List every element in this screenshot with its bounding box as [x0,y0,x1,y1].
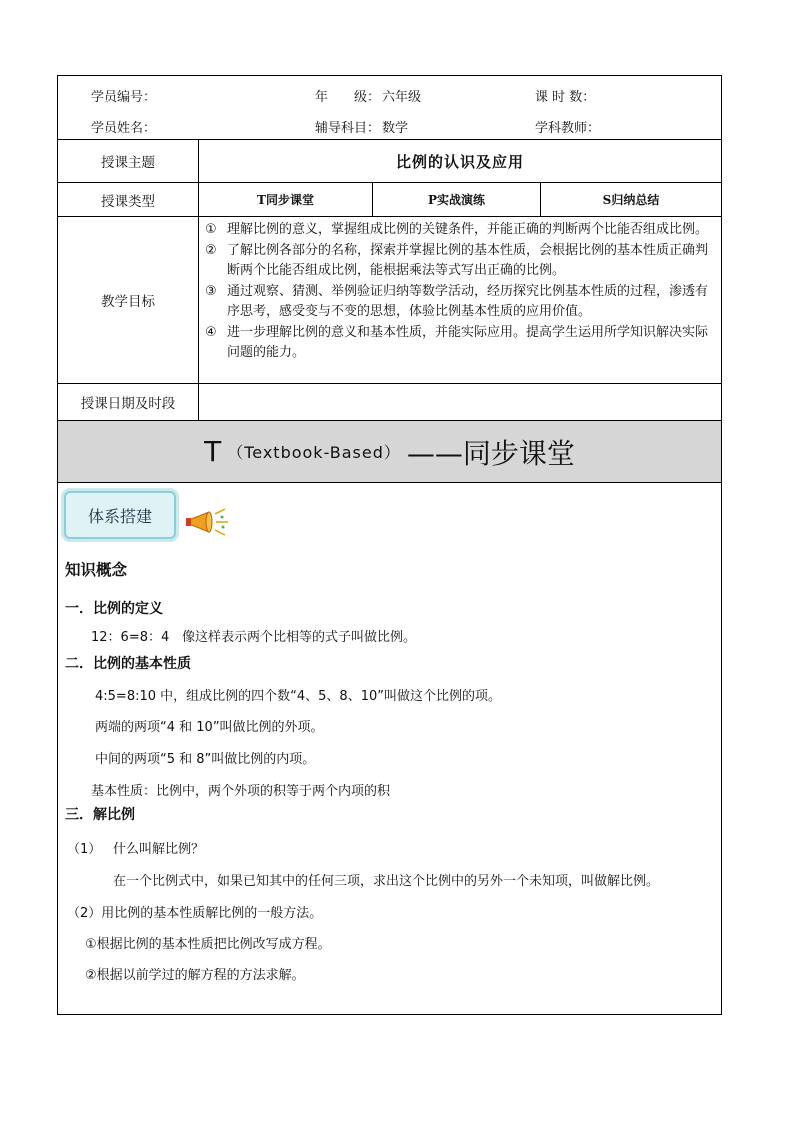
goal-item [205,282,715,323]
subject-label: 辅导科目： [315,121,381,136]
type-option-s: S归纳总结 [602,193,660,207]
section1-example: 12：6=8：4 [91,630,170,645]
question2-text: （2）用比例的基本性质解比例的一般方法。 [67,906,323,921]
goal-text: 理解比例的意义，掌握组成比例的关键条件，并能正确的判断两个比能否组成比例。 [227,222,709,237]
goals-row [58,217,721,384]
goals-list [199,217,721,383]
megaphone-icon [185,506,231,536]
question1-number: （1） [67,842,102,857]
concepts-title: 知识概念 [65,561,128,579]
student-name-label: 学员姓名： [91,121,157,136]
section1-title: 一．比例的定义 [65,601,163,617]
system-build-tag: 体系搭建 [64,491,176,539]
hours-label: 课 时 数： [535,90,596,105]
lesson-sheet [57,75,722,1015]
section3-title: 三．解比例 [65,807,135,823]
goal-number: ② [205,242,217,258]
goal-number: ① [205,222,217,237]
grade-value: 六年级 [382,90,422,105]
section2-line: 中间的两项“5 和 8”叫做比例的内项。 [95,752,316,767]
goal-item [205,220,715,241]
goal-text: 了解比例各部分的名称，探索并掌握比例的基本性质，会根据比例的基本性质正确判断两个比能否组成比例，能根据乘法等式写出正确的比例。 [227,242,709,278]
goal-text: 进一步理解比例的意义和基本性质，并能实际应用。提高学生运用所学知识解决实际问题的能力。 [227,324,709,360]
date-label: 授课日期及时段 [58,384,199,420]
banner-letter: T [204,435,222,468]
section2-line: 两端的两项“4 和 10”叫做比例的外项。 [95,720,324,735]
topic-row [58,140,721,183]
type-option-p: P实战演练 [373,183,541,216]
section2-title: 二．比例的基本性质 [65,656,191,672]
subject-value: 数学 [382,121,409,136]
goals-label: 教学目标 [58,217,199,383]
student-no-label: 学员编号： [91,90,157,105]
section2-line: 4:5=8:10 中，组成比例的四个数“4、5、8、10”叫做这个比例的项。 [95,689,501,704]
question1-text: 什么叫解比例？ [113,842,205,857]
banner-subtitle: （Textbook-Based） [227,443,401,462]
type-row [58,183,721,217]
goal-item [205,323,715,364]
student-info [58,76,721,140]
type-option-t: T同步课堂 [199,183,373,216]
goal-item [205,241,715,282]
question1-answer: 在一个比例式中，如果已知其中的任何三项，求出这个比例中的另外一个未知项，叫做解比例。 [113,874,660,889]
date-value [199,384,721,420]
topic-label: 授课主题 [58,140,199,182]
date-row [58,384,721,421]
section-banner [58,421,721,483]
goal-number: ③ [205,283,217,299]
banner-title: ——同步课堂 [406,436,575,470]
method-step: ①根据比例的基本性质把比例改写成方程。 [85,937,331,952]
type-label: 授课类型 [58,183,199,216]
teacher-label: 学科教师： [535,121,601,136]
topic-title: 比例的认识及应用 [395,152,524,171]
grade-label: 年 级： [315,90,381,105]
goal-text: 通过观察、猜测、举例验证归纳等数学活动，经历探究比例基本性质的过程，渗透有序思考，感受变与不变的思想，体验比例基本性质的应用价值。 [227,283,709,319]
method-step: ②根据以前学过的解方程的方法求解。 [85,968,305,983]
section2-line: 基本性质：比例中，两个外项的积等于两个内项的积 [91,784,391,799]
section1-text: 像这样表示两个比相等的式子叫做比例。 [182,630,417,645]
goal-number: ④ [205,324,217,340]
